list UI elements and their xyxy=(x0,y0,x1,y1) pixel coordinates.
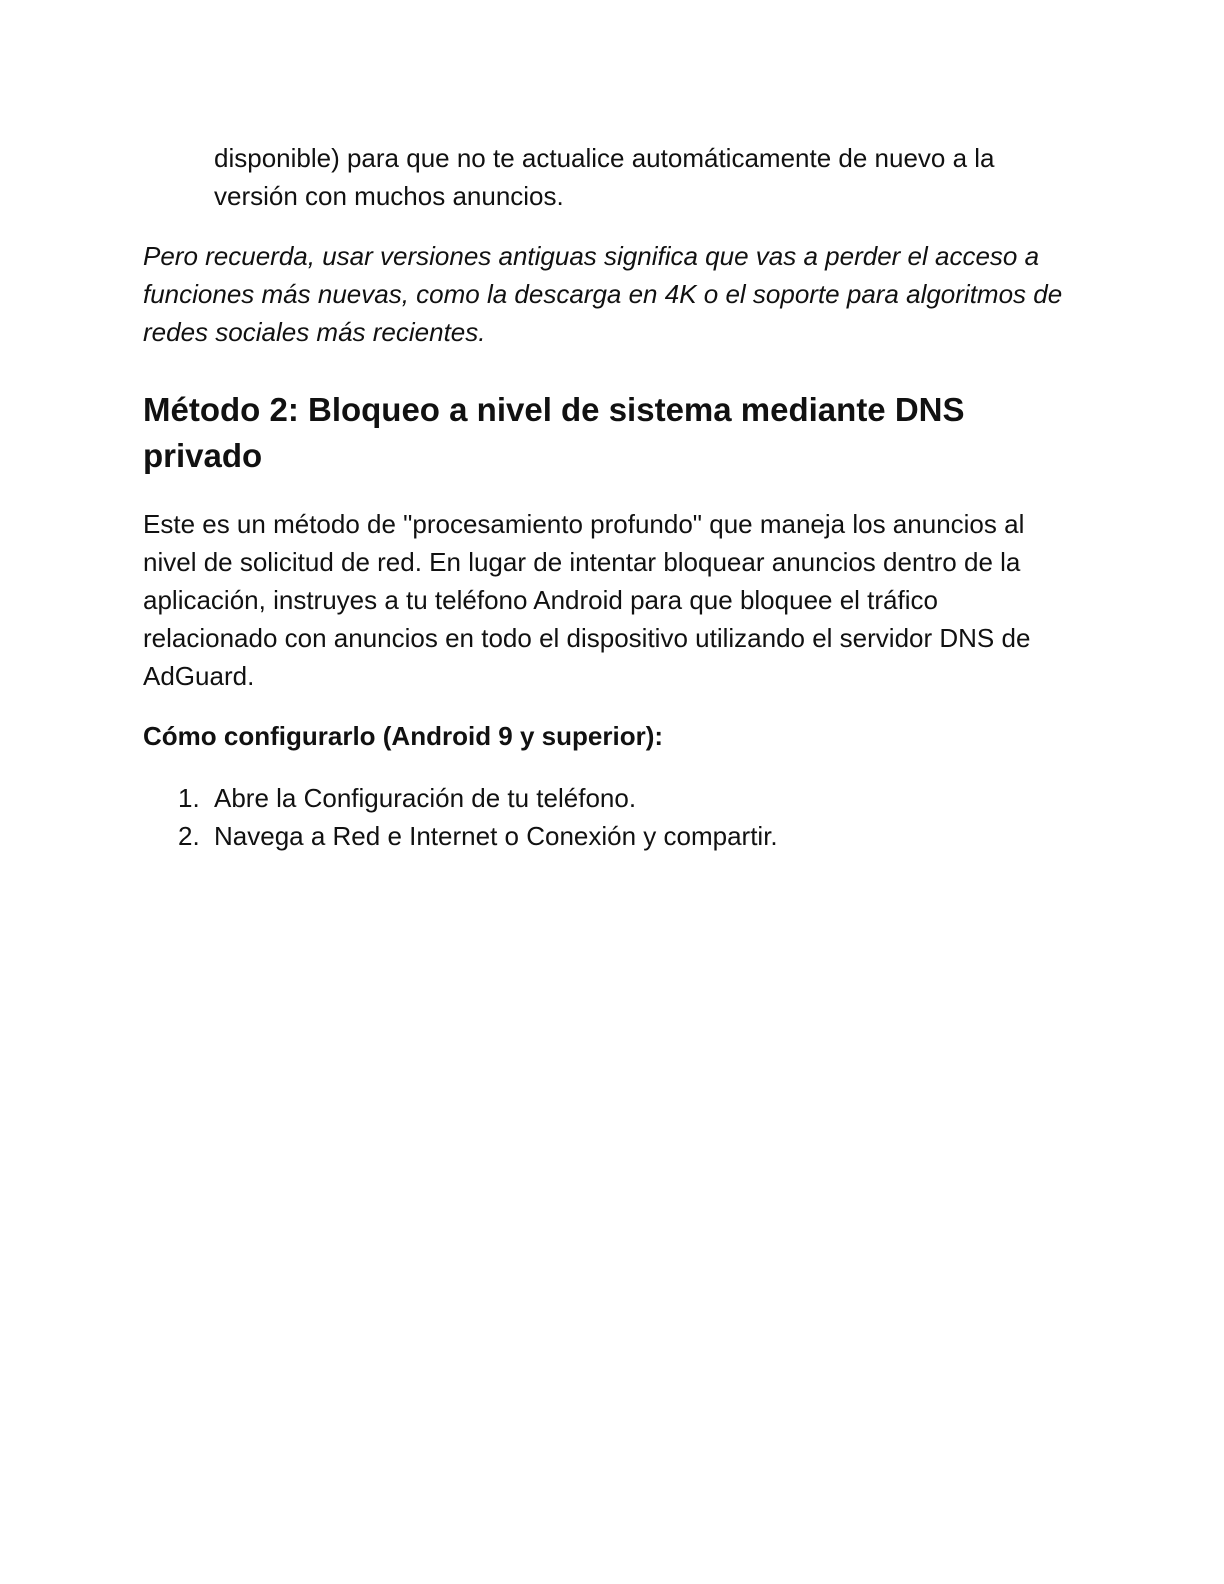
document-content xyxy=(143,139,1073,855)
step-number: 2. xyxy=(178,821,200,851)
continued-list-paragraph: disponible) para que no te actualice automáticamente de nuevo a la versión con muchos anuncios. xyxy=(214,143,995,211)
section-body-paragraph: Este es un método de "procesamiento profundo" que maneja los anuncios al nivel de solicitud de red. En lugar de intentar bloquear anuncios dentro de la aplicación, instruyes a tu teléfono Android para que bloquee el tráfico relacionado con anuncios en todo el dispositivo utilizando el servidor DNS de AdGuard. xyxy=(143,509,1031,691)
section-heading: Método 2: Bloqueo a nivel de sistema mediante DNS privado xyxy=(143,391,965,474)
step-text: Abre la Configuración de tu teléfono. xyxy=(214,783,637,813)
list-item xyxy=(143,779,1073,817)
setup-subheading: Cómo configurarlo (Android 9 y superior): xyxy=(143,721,664,751)
list-item xyxy=(143,817,1073,855)
step-text: Navega a Red e Internet o Conexión y compartir. xyxy=(214,821,778,851)
step-number: 1. xyxy=(178,783,200,813)
steps-list xyxy=(143,779,1073,855)
italic-note: Pero recuerda, usar versiones antiguas significa que vas a perder el acceso a funciones más nuevas, como la descarga en 4K o el soporte para algoritmos de redes sociales más recientes. xyxy=(143,241,1063,347)
